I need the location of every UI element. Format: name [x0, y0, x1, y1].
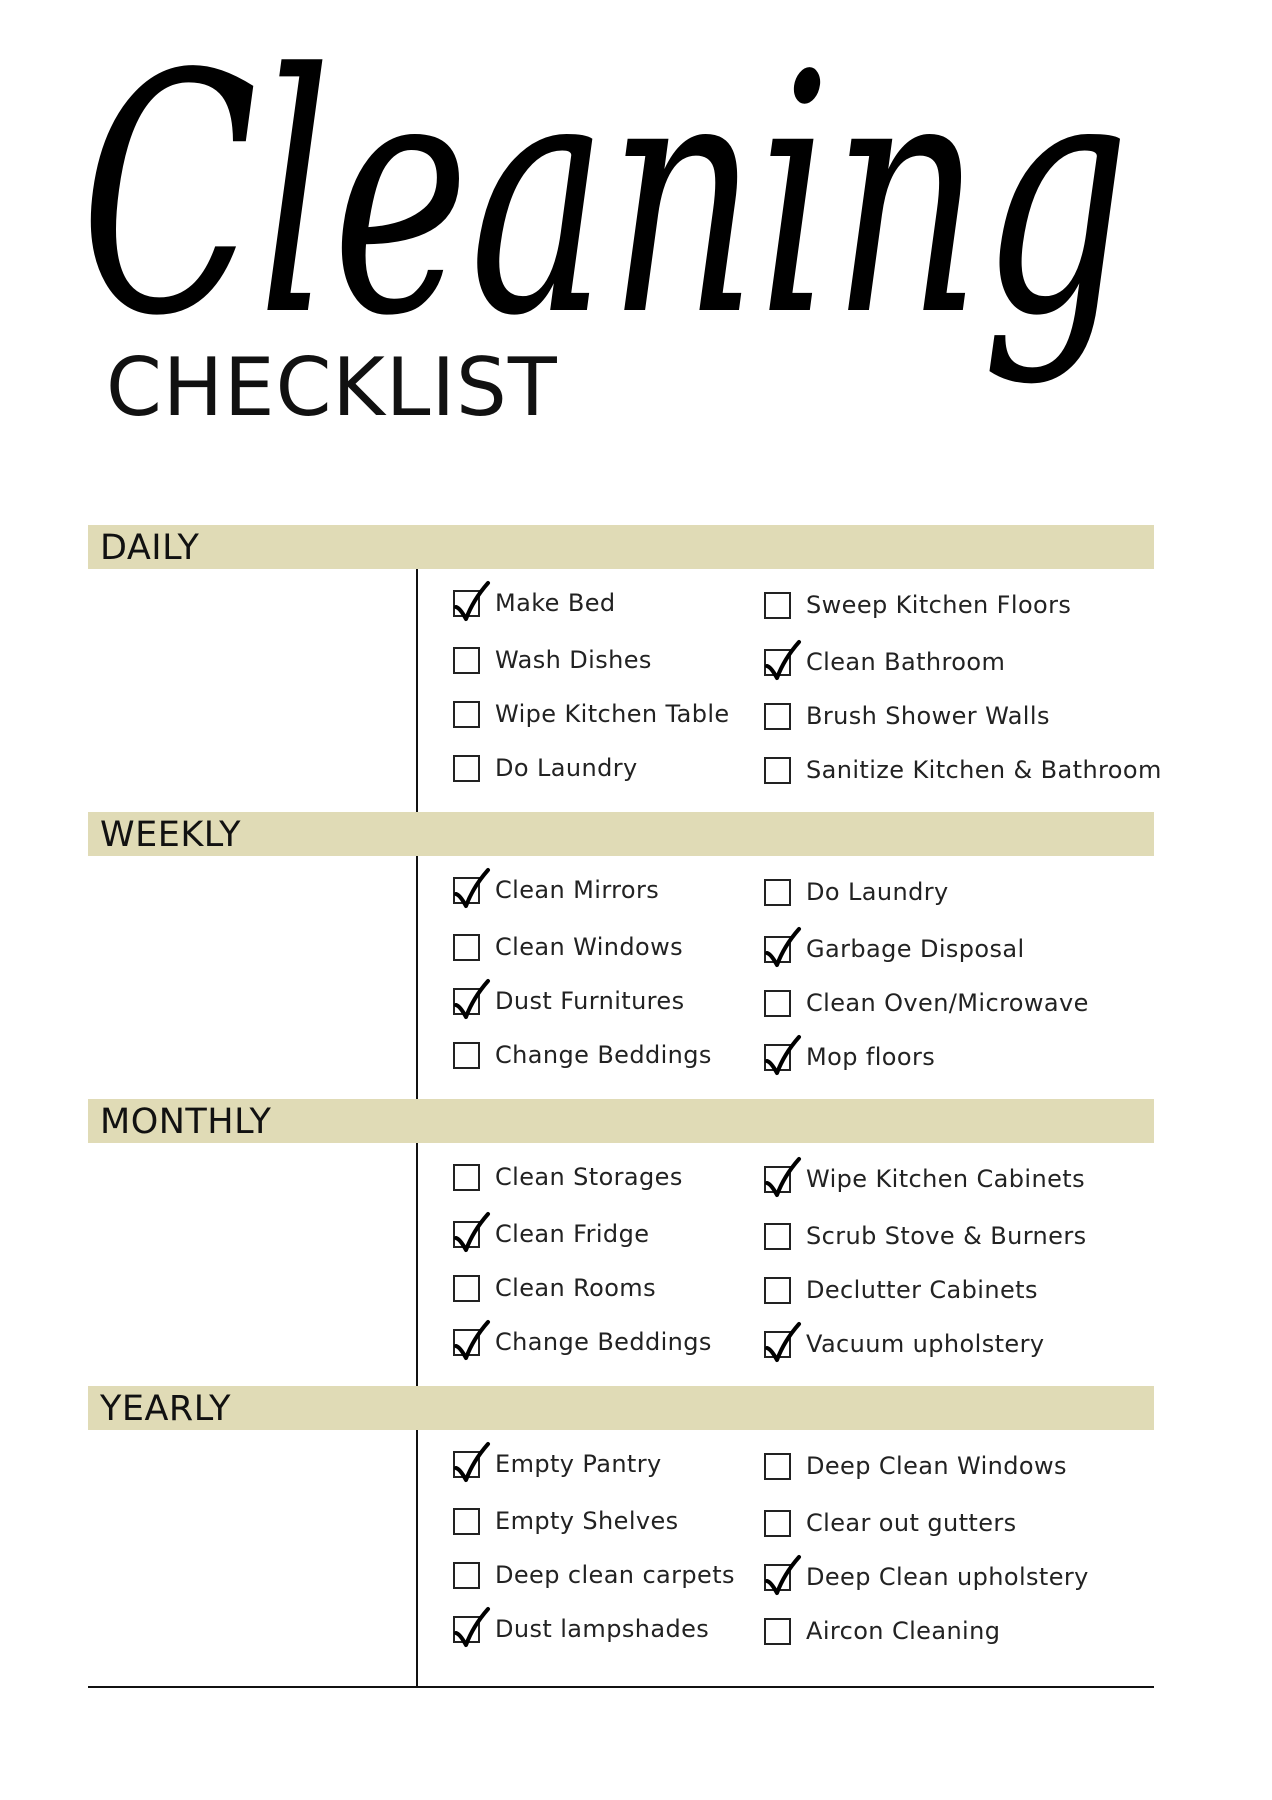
checklist-item-label: Clean Storages — [495, 1163, 683, 1191]
checklist-item[interactable] — [453, 748, 638, 788]
checklist-item-label: Dust Furnitures — [495, 987, 685, 1015]
checkbox-unchecked[interactable] — [453, 1562, 480, 1589]
checkbox-unchecked[interactable] — [764, 757, 791, 784]
checkbox-unchecked[interactable] — [764, 1453, 791, 1480]
checklist-item[interactable] — [764, 1611, 1000, 1651]
checklist-item[interactable] — [453, 927, 683, 967]
checkmark-icon — [453, 869, 489, 909]
checkbox-unchecked[interactable] — [453, 1164, 480, 1191]
checklist-item[interactable] — [453, 981, 685, 1021]
checklist-item[interactable] — [764, 872, 949, 912]
checkbox-checked[interactable] — [764, 1564, 791, 1591]
checkbox-checked[interactable] — [453, 1616, 480, 1643]
checklist-item-label: Garbage Disposal — [806, 935, 1025, 963]
checkbox-unchecked[interactable] — [764, 879, 791, 906]
checkbox-checked[interactable] — [764, 1331, 791, 1358]
checklist-item[interactable] — [764, 1037, 935, 1077]
checklist-item-label: Sweep Kitchen Floors — [806, 591, 1072, 619]
page-subtitle: CHECKLIST — [106, 341, 558, 434]
checklist-item-label: Declutter Cabinets — [806, 1276, 1038, 1304]
checklist-item[interactable] — [453, 1322, 712, 1362]
checkbox-unchecked[interactable] — [764, 1510, 791, 1537]
checklist-item-label: Wipe Kitchen Cabinets — [806, 1165, 1085, 1193]
checklist-item[interactable] — [453, 1555, 735, 1595]
section-title: MONTHLY — [100, 1102, 272, 1142]
checklist-item[interactable] — [764, 1446, 1067, 1486]
checkbox-checked[interactable] — [764, 1166, 791, 1193]
checkmark-icon — [453, 1443, 489, 1483]
checkbox-unchecked[interactable] — [453, 934, 480, 961]
checklist-item[interactable] — [764, 1503, 1017, 1543]
checklist-item[interactable] — [764, 1159, 1085, 1199]
checkbox-checked[interactable] — [453, 1451, 480, 1478]
bottom-rule — [88, 1686, 1154, 1688]
checkbox-unchecked[interactable] — [453, 1508, 480, 1535]
checklist-table — [88, 525, 1162, 1687]
checklist-item[interactable] — [453, 1157, 683, 1197]
section-header-bar — [88, 1386, 1154, 1430]
checkbox-unchecked[interactable] — [453, 755, 480, 782]
checklist-item-label: Deep Clean Windows — [806, 1452, 1067, 1480]
checklist-item[interactable] — [453, 1609, 709, 1649]
checkbox-unchecked[interactable] — [764, 592, 791, 619]
checkbox-unchecked[interactable] — [764, 1223, 791, 1250]
checkmark-icon — [764, 1323, 800, 1363]
checklist-item-label: Do Laundry — [495, 754, 638, 782]
checklist-item-label: Scrub Stove & Burners — [806, 1222, 1087, 1250]
checklist-item[interactable] — [453, 583, 616, 623]
checklist-item[interactable] — [764, 1557, 1089, 1597]
checkbox-unchecked[interactable] — [764, 703, 791, 730]
checklist-item[interactable] — [453, 1501, 679, 1541]
checkmark-icon — [453, 582, 489, 622]
checkbox-checked[interactable] — [453, 988, 480, 1015]
checklist-item-label: Clean Rooms — [495, 1274, 656, 1302]
checklist-item-label: Empty Shelves — [495, 1507, 679, 1535]
checkbox-checked[interactable] — [453, 877, 480, 904]
checklist-item[interactable] — [764, 642, 1005, 682]
checkbox-checked[interactable] — [764, 936, 791, 963]
checklist-item[interactable] — [764, 1270, 1038, 1310]
section-daily — [88, 525, 1162, 812]
section-title: YEARLY — [100, 1389, 231, 1429]
checkmark-icon — [453, 1608, 489, 1648]
section-header-bar — [88, 525, 1154, 569]
checkbox-unchecked[interactable] — [764, 990, 791, 1017]
checkbox-unchecked[interactable] — [453, 701, 480, 728]
checklist-item[interactable] — [764, 983, 1089, 1023]
checklist-item[interactable] — [453, 1214, 649, 1254]
checklist-item-label: Empty Pantry — [495, 1450, 662, 1478]
checklist-item-label: Dust lampshades — [495, 1615, 710, 1643]
checkbox-unchecked[interactable] — [764, 1618, 791, 1645]
checkbox-unchecked[interactable] — [764, 1277, 791, 1304]
checklist-item-label: Clean Mirrors — [495, 876, 660, 904]
checklist-item-label: Brush Shower Walls — [806, 702, 1050, 730]
checklist-item[interactable] — [453, 870, 659, 910]
checklist-item-label: Wipe Kitchen Table — [495, 700, 730, 728]
checklist-item-label: Deep Clean upholstery — [806, 1563, 1089, 1591]
checkbox-checked[interactable] — [453, 1329, 480, 1356]
checklist-item-label: Clean Windows — [495, 933, 684, 961]
checklist-item-label: Vacuum upholstery — [806, 1330, 1045, 1358]
section-yearly — [88, 1386, 1154, 1673]
checkbox-checked[interactable] — [453, 590, 480, 617]
checklist-item-label: Change Beddings — [495, 1041, 712, 1069]
checklist-item[interactable] — [453, 1444, 662, 1484]
checklist-item-label: Do Laundry — [806, 878, 949, 906]
checklist-item[interactable] — [764, 585, 1071, 625]
checkbox-checked[interactable] — [764, 1044, 791, 1071]
section-title: WEEKLY — [100, 815, 242, 855]
checklist-item-label: Clean Bathroom — [806, 648, 1006, 676]
checklist-item[interactable] — [764, 1216, 1087, 1256]
checkmark-icon — [453, 1321, 489, 1361]
checklist-item-label: Mop floors — [806, 1043, 936, 1071]
section-header-bar — [88, 812, 1154, 856]
checkmark-icon — [453, 1213, 489, 1253]
checklist-item-label: Clean Fridge — [495, 1220, 650, 1248]
script-title-text: Cleaning — [80, 10, 1130, 388]
checklist-item-label: Sanitize Kitchen & Bathroom — [806, 756, 1162, 784]
checklist-item[interactable] — [764, 750, 1162, 790]
checkbox-checked[interactable] — [453, 1221, 480, 1248]
checklist-item-label: Make Bed — [495, 589, 616, 617]
checkbox-unchecked[interactable] — [453, 1042, 480, 1069]
checklist-item[interactable] — [764, 1324, 1044, 1364]
checkmark-icon — [764, 928, 800, 968]
checkmark-icon — [764, 1158, 800, 1198]
checklist-item[interactable] — [764, 696, 1050, 736]
checklist-item-label: Aircon Cleaning — [806, 1617, 1001, 1645]
checkbox-unchecked[interactable] — [453, 1275, 480, 1302]
checklist-item-label: Wash Dishes — [495, 646, 652, 674]
checklist-item[interactable] — [453, 640, 652, 680]
checklist-item-label: Change Beddings — [495, 1328, 712, 1356]
checklist-item-label: Clean Oven/Microwave — [806, 989, 1089, 1017]
checkbox-unchecked[interactable] — [453, 647, 480, 674]
checkmark-icon — [764, 1036, 800, 1076]
checklist-item[interactable] — [453, 1268, 656, 1308]
section-title: DAILY — [100, 528, 200, 568]
section-weekly — [88, 812, 1154, 1099]
checklist-item[interactable] — [453, 1035, 712, 1075]
section-monthly — [88, 1099, 1154, 1386]
checkbox-checked[interactable] — [764, 649, 791, 676]
checklist-item-label: Deep clean carpets — [495, 1561, 735, 1589]
checkmark-icon — [453, 980, 489, 1020]
checklist-item[interactable] — [453, 694, 730, 734]
checklist-item[interactable] — [764, 929, 1025, 969]
checklist-item-label: Clear out gutters — [806, 1509, 1017, 1537]
checkmark-icon — [764, 641, 800, 681]
checkmark-icon — [764, 1556, 800, 1596]
